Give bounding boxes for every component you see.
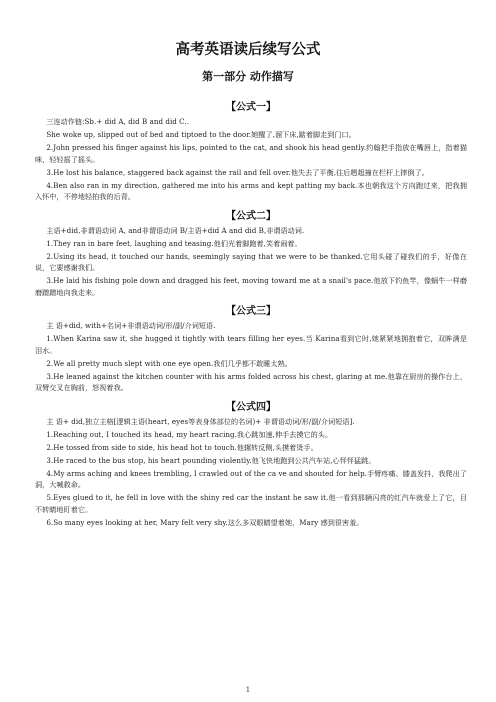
- example-sentence: 2.We all pretty much slept with one eye open.我们几乎都不敢睡太熟。: [46, 358, 292, 368]
- section-part-title: 第一部分 动作描写: [202, 70, 294, 83]
- example-sentence: 4.My arms aching and knees trembling, I crawled out of the ca ve and shouted for help.手臂疼痛、膝盖发抖，我爬出了洞，大喊救命。: [35, 468, 467, 489]
- formula-heading: 【公式一】: [226, 102, 276, 113]
- document-body: [35, 94, 467, 530]
- formula-description: 主语+did,非谓语动词 A, and非谓语动词 B/主语+did A and did B,非谓语动词.: [46, 225, 305, 235]
- formula-section: [35, 98, 467, 203]
- formula-section: [35, 207, 467, 299]
- example-sentence: 6.So many eyes looking at her, Mary felt very shy.这么多双眼睛望着她，Mary 感到很害羞。: [46, 517, 364, 527]
- example-sentence: 2.He tossed from side to side, his head hot to touch.他辗转反侧,头摸着烫手。: [46, 442, 318, 452]
- example-sentence: 3.He raced to the bus stop, his heart pounding violently.他飞快地跑到公共汽车站,心怦怦猛跳。: [46, 455, 376, 465]
- formula-description: 主 语+ did,独立主格[逻辑主语(heart, eyes等表身体部位的名词)+ 非谓语动词/形/副/介词短语].: [46, 416, 355, 426]
- example-sentence: 5.Eyes glued to it, he fell in love with the shiny red car the instant he saw it.他一看到那辆闪亮的红汽车就爱上了它，目不转睛地盯着它。: [35, 493, 467, 514]
- formula-heading: 【公式三】: [226, 306, 276, 317]
- example-sentence: 3.He laid his fishing pole down and dragged his feet, moving toward me at a snail's pace.他放下钓鱼竿，像蜗牛一样磨磨蹭蹭地向我走来。: [35, 276, 467, 297]
- formula-description: 三连动作链:Sb.+ did A, did B and did C..: [46, 117, 190, 126]
- formula-heading: 【公式四】: [226, 401, 276, 413]
- page-number: 1: [245, 686, 251, 694]
- formula-section: [35, 302, 467, 394]
- document-title: 高考英语读后续写公式: [175, 42, 321, 58]
- example-sentence: 2.John pressed his finger against his lips, pointed to the cat, and shook his head gently.约翰把手指放在嘴唇上，指着猫咪，轻轻摇了摇头。: [35, 143, 467, 164]
- formula-heading: 【公式二】: [226, 210, 276, 222]
- example-sentence: 3.He leaned against the kitchen counter with his arms folded across his chest, glaring at me.他靠在厨房的操作台上，双臂交叉在胸前，怒视着我。: [35, 371, 467, 392]
- formula-section: [35, 398, 467, 529]
- example-sentence: She woke up, slipped out of bed and tiptoed to the door.她醒了,溜下床,踮着脚走到门口。: [46, 130, 356, 139]
- example-sentence: 1.When Karina saw it, she hugged it tightly with tears filling her eyes.当 Karina看到它时,她紧紧地拥抱着它，双眸满是泪水。: [35, 334, 467, 355]
- example-sentence: 1.Reaching out, I touched its head, my heart racing.我心跳加速,伸手去摸它的头。: [46, 429, 333, 439]
- formula-description: 主 语+did, with+名词+非谓语动词/形/副/介词短语.: [46, 321, 216, 330]
- example-sentence: 3.He lost his balance, staggered back against the rail and fell over.他失去了平衡,往后趔趄撞在栏杆上摔倒了。: [46, 167, 429, 177]
- example-sentence: 4.Ben also ran in my direction, gathered me into his arms and kept patting my back.本也朝我这个方向跑过来，把我拥入怀中，不停地轻拍我的后背。: [35, 180, 467, 201]
- example-sentence: 1.They ran in bare feet, laughing and teasing.他们光着脚跑着,笑着闹着。: [46, 238, 302, 248]
- example-sentence: 2.Using its head, it touched our hands, seemingly saying that we were to be thanked.它用头碰了碰我们的手，好像在说，它要感谢我们。: [35, 251, 467, 272]
